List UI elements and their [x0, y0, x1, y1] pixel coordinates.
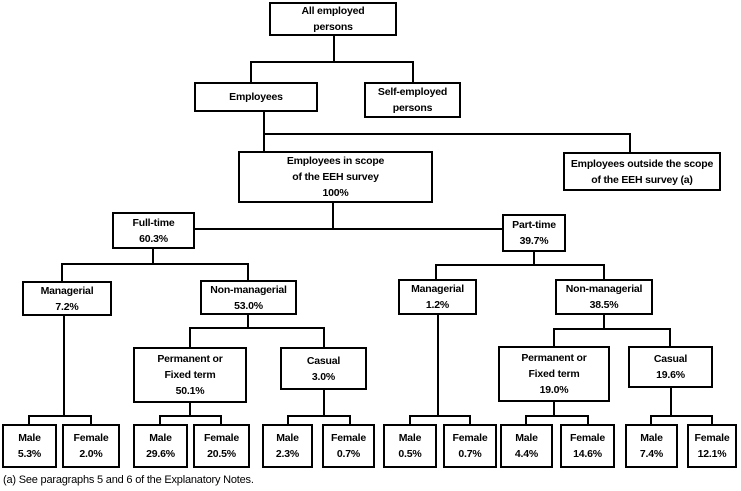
node-label: Male: [149, 432, 172, 444]
node-label: Employees: [229, 91, 283, 103]
node-value: 0.7%: [336, 448, 361, 460]
node-value: 20.5%: [207, 448, 236, 460]
node-label: Male: [18, 432, 41, 444]
node-label: Non-managerial: [565, 283, 643, 295]
node-female-ft-managerial: [62, 424, 120, 468]
node-all-employed-persons: [269, 2, 397, 36]
node-managerial-full-time: [22, 281, 112, 316]
node-female-ft-permanent: [193, 424, 250, 468]
node-label: Male: [640, 432, 663, 444]
node-value: 14.6%: [573, 448, 602, 460]
node-part-time: [502, 214, 566, 252]
node-value: 19.6%: [656, 369, 685, 381]
node-label: Employees outside the scope: [570, 157, 714, 170]
node-label: All employed: [301, 5, 365, 17]
node-managerial-part-time: [398, 279, 477, 315]
node-label: Managerial: [411, 283, 464, 295]
node-label: Male: [398, 432, 422, 444]
node-label: Female: [331, 432, 366, 444]
node-label: Female: [204, 432, 239, 444]
node-permanent-fixed-term-part-time: [498, 346, 610, 402]
node-label: Male: [515, 432, 538, 444]
node-value: 12.1%: [697, 448, 727, 460]
node-female-ft-casual: [322, 424, 375, 468]
node-label: Female: [570, 432, 605, 444]
node-label: Employees in scope: [286, 155, 385, 167]
node-female-pt-permanent: [560, 424, 615, 468]
node-label: Self-employed: [377, 86, 448, 98]
node-label: Male: [276, 432, 299, 444]
node-permanent-fixed-term-full-time: [133, 347, 247, 403]
node-value: 0.7%: [458, 448, 482, 460]
node-female-pt-casual: [687, 424, 737, 468]
node-label: Permanent or: [157, 353, 223, 365]
node-value: 5.3%: [17, 448, 42, 460]
node-female-pt-managerial: [443, 424, 497, 468]
node-label: Female: [452, 432, 488, 444]
node-label: Managerial: [40, 284, 94, 297]
node-value: 1.2%: [425, 299, 450, 311]
node-value: 7.4%: [639, 448, 664, 460]
node-employees-in-scope: [238, 151, 433, 203]
node-label: Female: [694, 432, 730, 444]
node-casual-full-time: [280, 347, 367, 390]
node-label: of the EEH survey (a): [591, 173, 693, 186]
node-employees-outside-scope: [563, 152, 721, 191]
node-label: Fixed term: [164, 369, 216, 381]
node-label: Casual: [653, 353, 688, 365]
node-label: of the EEH survey: [292, 171, 379, 183]
node-value: 4.4%: [514, 448, 539, 460]
node-value: 39.7%: [519, 235, 549, 247]
node-value: 60.3%: [139, 232, 168, 245]
node-non-managerial-part-time: [555, 279, 653, 315]
node-label: Female: [73, 432, 109, 444]
node-value: 2.3%: [275, 448, 300, 460]
node-self-employed-persons: [364, 82, 461, 118]
node-value: 100%: [322, 187, 349, 199]
node-label: persons: [392, 102, 433, 114]
node-value: 0.5%: [398, 448, 422, 460]
node-employees: [194, 82, 318, 112]
node-value: 19.0%: [539, 384, 569, 396]
node-value: 53.0%: [234, 299, 263, 312]
node-full-time: [112, 212, 195, 249]
node-male-ft-casual: [262, 424, 313, 468]
node-casual-part-time: [628, 346, 713, 388]
node-male-ft-permanent: [133, 424, 188, 468]
node-label: Fixed term: [528, 368, 580, 380]
node-label: Permanent or: [521, 352, 587, 364]
node-non-managerial-full-time: [200, 280, 297, 315]
node-value: 29.6%: [146, 448, 175, 460]
node-male-pt-managerial: [383, 424, 437, 468]
node-label: Casual: [306, 354, 341, 367]
node-label: persons: [313, 21, 353, 33]
node-label: Full-time: [132, 216, 175, 229]
node-value: 50.1%: [175, 385, 205, 397]
node-label: Part-time: [512, 219, 556, 231]
node-value: 7.2%: [55, 300, 79, 313]
node-label: Non-managerial: [210, 283, 287, 296]
node-value: 2.0%: [79, 448, 103, 460]
node-male-pt-permanent: [500, 424, 553, 468]
node-value: 38.5%: [589, 299, 619, 311]
node-male-ft-managerial: [2, 424, 57, 468]
node-male-pt-casual: [625, 424, 678, 468]
node-value: 3.0%: [311, 370, 336, 383]
footnote-text: (a) See paragraphs 5 and 6 of the Explanatory Notes.: [3, 474, 254, 486]
